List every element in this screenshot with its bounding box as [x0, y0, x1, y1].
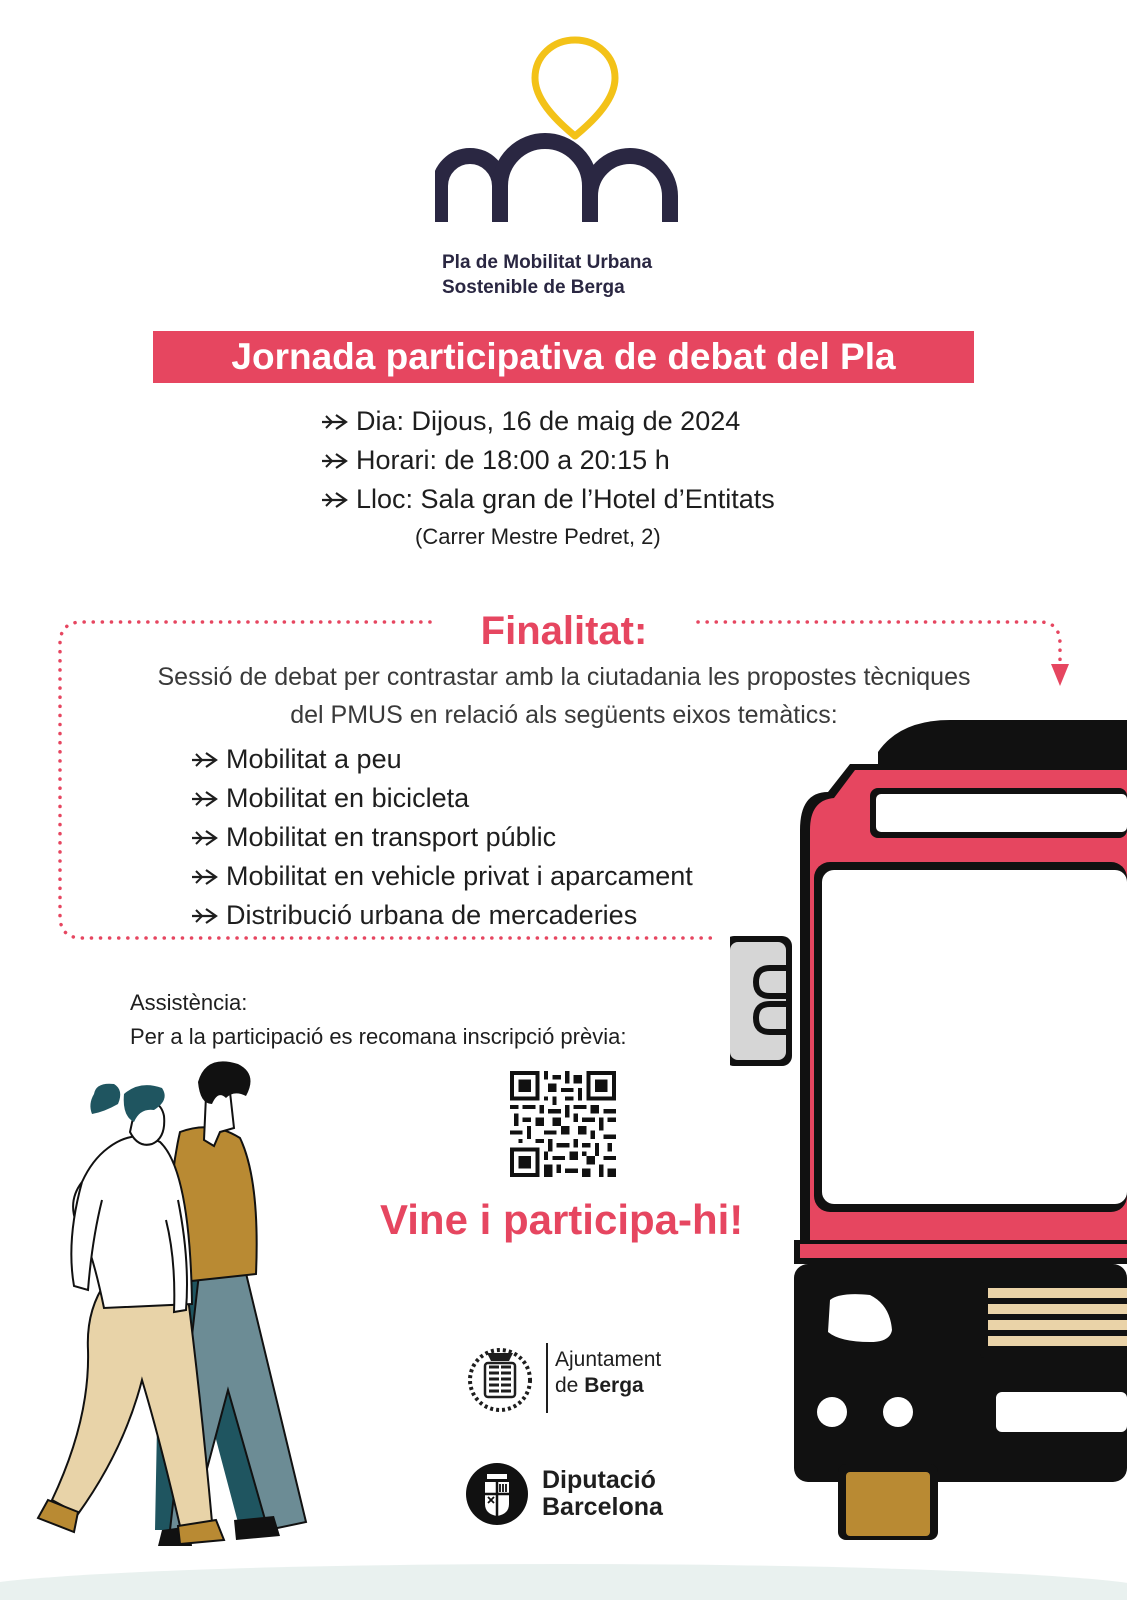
plan-title-line2: Sostenible de Berga [442, 277, 625, 298]
arrow-icon [190, 907, 220, 925]
ajuntament-seal-icon [465, 1343, 535, 1413]
pmus-logo-icon [435, 36, 685, 236]
arrow-icon [190, 751, 220, 769]
plan-title [442, 250, 652, 300]
attendance-info: Assistència: Per a la participació es recomana inscripció prèvia: [130, 990, 627, 1049]
arrow-icon [320, 452, 350, 470]
detail-date: Dia: Dijous, 16 de maig de 2024 [320, 402, 775, 441]
arrow-icon [190, 829, 220, 847]
bus-illustration [730, 720, 1127, 1570]
list-item: Mobilitat en transport públic [190, 818, 693, 857]
plan-title-line1: Pla de Mobilitat Urbana [442, 252, 653, 273]
arrow-icon [190, 868, 220, 886]
finalitat-description: Sessió de debat per contrastar amb la ciutadania les propostes tècniques del PMUS en relació als següents eixos temàtics: [157, 663, 971, 729]
event-banner: Jornada participativa de debat del Pla [153, 331, 974, 383]
sponsor-divider [546, 1343, 548, 1413]
finalitat-title: Finalitat: [480, 609, 648, 653]
qr-code-icon[interactable] [510, 1071, 616, 1177]
arrow-icon [320, 491, 350, 509]
call-to-action: Vine i participa-hi! [380, 1196, 744, 1243]
ajuntament-berga-logo: Ajuntament de Berga [555, 1348, 662, 1397]
diputacio-seal-icon [465, 1462, 529, 1526]
list-item: Mobilitat a peu [190, 740, 693, 779]
detail-place: Lloc: Sala gran de l’Hotel d’Entitats [320, 480, 775, 519]
detail-time: Horari: de 18:00 a 20:15 h [320, 441, 775, 480]
event-address: (Carrer Mestre Pedret, 2) [415, 524, 661, 549]
diputacio-barcelona-logo: Diputació Barcelona [542, 1466, 663, 1521]
event-details [320, 402, 775, 519]
list-item: Mobilitat en bicicleta [190, 779, 693, 818]
list-item: Distribució urbana de mercaderies [190, 896, 693, 935]
arrow-icon [190, 790, 220, 808]
list-item: Mobilitat en vehicle privat i aparcament [190, 857, 693, 896]
thematic-axes-list [190, 740, 693, 935]
people-walking-illustration [30, 1060, 350, 1580]
arrow-icon [320, 413, 350, 431]
